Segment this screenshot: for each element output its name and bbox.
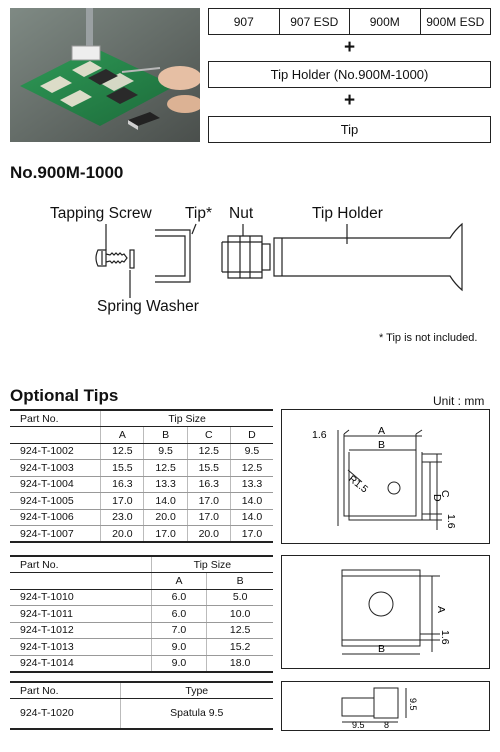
- tip-diagram-1: [281, 409, 490, 544]
- cell: 12.5: [207, 622, 273, 639]
- cell: 924-T-1005: [10, 493, 101, 510]
- col-type: Type: [120, 682, 273, 699]
- tip-table-3: [10, 681, 273, 730]
- table-row: [10, 639, 273, 656]
- model-907: 907: [209, 9, 280, 34]
- cell: 12.5: [144, 460, 187, 477]
- plus-sign: +: [343, 37, 356, 58]
- dim-a: A: [435, 606, 447, 614]
- plus-sign: +: [343, 90, 356, 111]
- cell: 5.0: [207, 589, 273, 606]
- col-tip-size: Tip Size: [101, 410, 273, 427]
- cell: 14.0: [144, 493, 187, 510]
- cell: 23.0: [101, 509, 144, 526]
- exploded-diagram: [0, 220, 500, 300]
- cell: 12.5: [187, 443, 230, 460]
- cell: 14.0: [230, 509, 273, 526]
- col-part-no: Part No.: [10, 556, 151, 573]
- cell: 924-T-1007: [10, 526, 101, 543]
- cell: 924-T-1020: [10, 699, 120, 729]
- label-tapping-screw: Tapping Screw: [50, 205, 152, 222]
- dim-c: C: [439, 490, 451, 498]
- col-part-no: Part No.: [10, 410, 101, 427]
- cell: 15.2: [207, 639, 273, 656]
- col-b: B: [207, 573, 273, 590]
- cell: 17.0: [144, 526, 187, 543]
- table-row: [10, 476, 273, 493]
- cell: 12.5: [101, 443, 144, 460]
- table-row: [10, 589, 273, 606]
- cell: 20.0: [187, 526, 230, 543]
- dim-r1-5: R1.5: [346, 473, 370, 496]
- cell: 924-T-1004: [10, 476, 101, 493]
- cell: 924-T-1006: [10, 509, 101, 526]
- cell: 10.0: [207, 606, 273, 623]
- tip-table-1: [10, 409, 273, 543]
- cell: 13.3: [144, 476, 187, 493]
- table-row: [10, 622, 273, 639]
- table-row: [10, 526, 273, 543]
- label-spring-washer: Spring Washer: [97, 298, 199, 315]
- table-row: [10, 493, 273, 510]
- col-c: C: [187, 427, 230, 444]
- tip-table-2: [10, 555, 273, 673]
- model-907-esd: 907 ESD: [280, 9, 351, 34]
- cell: 924-T-1010: [10, 589, 151, 606]
- compatible-models: [208, 8, 491, 35]
- product-photo: [10, 8, 200, 142]
- cell: 924-T-1003: [10, 460, 101, 477]
- col-part-no: Part No.: [10, 682, 120, 699]
- dim-9-5-width: 9.5: [352, 720, 365, 730]
- table-row: [10, 699, 273, 729]
- dim-d: D: [431, 494, 443, 502]
- tip-box: Tip: [208, 116, 491, 143]
- dim-8: 8: [384, 720, 390, 730]
- cell: 16.3: [101, 476, 144, 493]
- dim-1-6: 1.6: [439, 630, 451, 645]
- cell: 20.0: [144, 509, 187, 526]
- cell: 15.5: [101, 460, 144, 477]
- cell: 6.0: [151, 606, 207, 623]
- dim-b: B: [378, 643, 386, 655]
- cell: 17.0: [187, 509, 230, 526]
- cell: 9.5: [230, 443, 273, 460]
- unit-label: Unit : mm: [433, 394, 485, 408]
- label-tip-holder: Tip Holder: [312, 205, 383, 222]
- col-a: A: [151, 573, 207, 590]
- cell: 15.5: [187, 460, 230, 477]
- optional-tips-title: Optional Tips: [10, 386, 119, 405]
- cell: 9.0: [151, 639, 207, 656]
- cell: 924-T-1014: [10, 655, 151, 672]
- model-900m-esd: 900M ESD: [426, 14, 485, 29]
- cell: 16.3: [187, 476, 230, 493]
- tip-diagram-2: [281, 555, 490, 669]
- cell: 6.0: [151, 589, 207, 606]
- col-b: B: [144, 427, 187, 444]
- table-row: [10, 443, 273, 460]
- model-900m: 900M: [350, 9, 421, 34]
- cell: 924-T-1011: [10, 606, 151, 623]
- cell: 9.5: [144, 443, 187, 460]
- label-tip: Tip*: [185, 205, 212, 222]
- cell: 18.0: [207, 655, 273, 672]
- tip-holder-box: Tip Holder (No.900M-1000): [208, 61, 491, 88]
- cell: 17.0: [230, 526, 273, 543]
- cell: 20.0: [101, 526, 144, 543]
- cell: 9.0: [151, 655, 207, 672]
- cell: 17.0: [187, 493, 230, 510]
- cell: 924-T-1002: [10, 443, 101, 460]
- cell: 924-T-1013: [10, 639, 151, 656]
- cell: 12.5: [230, 460, 273, 477]
- table-row: [10, 509, 273, 526]
- table-row: [10, 460, 273, 477]
- part-heading: No.900M-1000: [10, 163, 124, 182]
- label-nut: Nut: [229, 205, 254, 222]
- dim-1-6b: 1.6: [445, 514, 457, 529]
- table-row: [10, 606, 273, 623]
- cell: 924-T-1012: [10, 622, 151, 639]
- dim-a: A: [378, 425, 386, 437]
- col-a: A: [101, 427, 144, 444]
- table-row: [10, 655, 273, 672]
- col-tip-size: Tip Size: [151, 556, 273, 573]
- cell: Spatula 9.5: [120, 699, 273, 729]
- cell: 7.0: [151, 622, 207, 639]
- cell: 17.0: [101, 493, 144, 510]
- dim-b: B: [378, 439, 386, 451]
- col-d: D: [230, 427, 273, 444]
- dim-1-6: 1.6: [312, 429, 327, 441]
- not-included-note: * Tip is not included.: [379, 332, 478, 344]
- tip-diagram-3: [281, 681, 490, 731]
- cell: 14.0: [230, 493, 273, 510]
- dim-9-5-height: 9.5: [408, 698, 418, 711]
- cell: 13.3: [230, 476, 273, 493]
